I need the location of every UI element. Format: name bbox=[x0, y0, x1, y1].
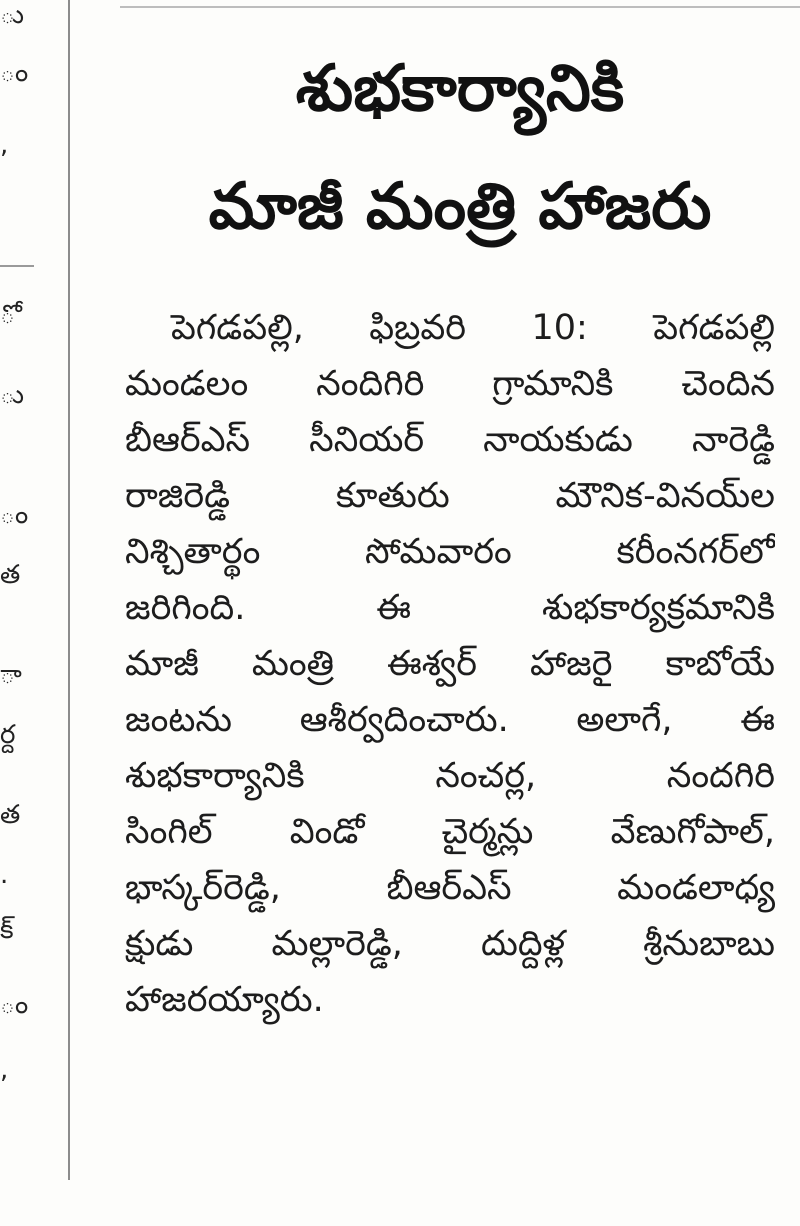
article-line: శుభకార్యానికి నంచర్ల, నందగిరి bbox=[125, 756, 775, 796]
left-fragment: ం bbox=[0, 58, 29, 88]
left-fragment: త bbox=[0, 800, 21, 830]
article-line: బీఆర్‌ఎస్ సీనియర్ నాయకుడు నారెడ్డి bbox=[125, 420, 775, 460]
left-fragment: ర్ద bbox=[0, 720, 16, 750]
article-line: సింగిల్ విండో చైర్మన్లు వేణుగోపాల్, bbox=[125, 812, 775, 852]
article-line: నిశ్చితార్థం సోమవారం కరీంనగర్‌లో bbox=[125, 532, 775, 572]
column-separator bbox=[68, 0, 70, 1180]
article-line: జంటను ఆశీర్వదించారు. అలాగే, ఈ bbox=[125, 700, 775, 740]
article-line: రాజిరెడ్డి కూతురు మౌనిక-వినయ్‌ల bbox=[125, 476, 775, 516]
article-line: క్షుడు మల్లారెడ్డి, దుద్దిళ్ల శ్రీనుబాబు bbox=[125, 924, 775, 964]
article-line: భాస్కర్‌రెడ్డి, బీఆర్‌ఎస్ మండలాధ్య bbox=[125, 868, 775, 908]
left-column-fragments bbox=[0, 0, 40, 1226]
article-line: జరిగింది. ఈ శుభకార్యక్రమానికి bbox=[125, 588, 775, 628]
left-fragment: ా bbox=[0, 660, 22, 690]
left-fragment: ం bbox=[0, 990, 29, 1020]
left-fragment: , bbox=[0, 1055, 9, 1085]
left-column-rule bbox=[0, 265, 34, 267]
article-body bbox=[125, 300, 775, 1028]
top-rule bbox=[120, 0, 800, 8]
left-fragment: ం bbox=[0, 500, 29, 530]
left-fragment: క్ bbox=[0, 915, 14, 945]
headline-line: మాజీ మంత్రి హాజరు bbox=[208, 170, 712, 244]
left-fragment: . bbox=[0, 860, 9, 890]
left-fragment: ో bbox=[0, 300, 16, 330]
article-line: హాజరయ్యారు. bbox=[125, 980, 324, 1020]
headline-line: శుభకార్యానికి bbox=[295, 52, 625, 126]
article-line: మాజీ మంత్రి ఈశ్వర్ హాజరై కాబోయే bbox=[125, 644, 775, 684]
left-fragment: , bbox=[0, 130, 9, 160]
article-line: మండలం నందిగిరి గ్రామానికి చెందిన bbox=[125, 364, 775, 404]
headline bbox=[120, 30, 800, 266]
left-fragment: ు bbox=[0, 380, 25, 410]
article-line: పెగడపల్లి, ఫిబ్రవరి 10: పెగడపల్లి bbox=[171, 308, 775, 348]
left-fragment: ు bbox=[0, 0, 25, 30]
left-fragment: త bbox=[0, 560, 21, 590]
